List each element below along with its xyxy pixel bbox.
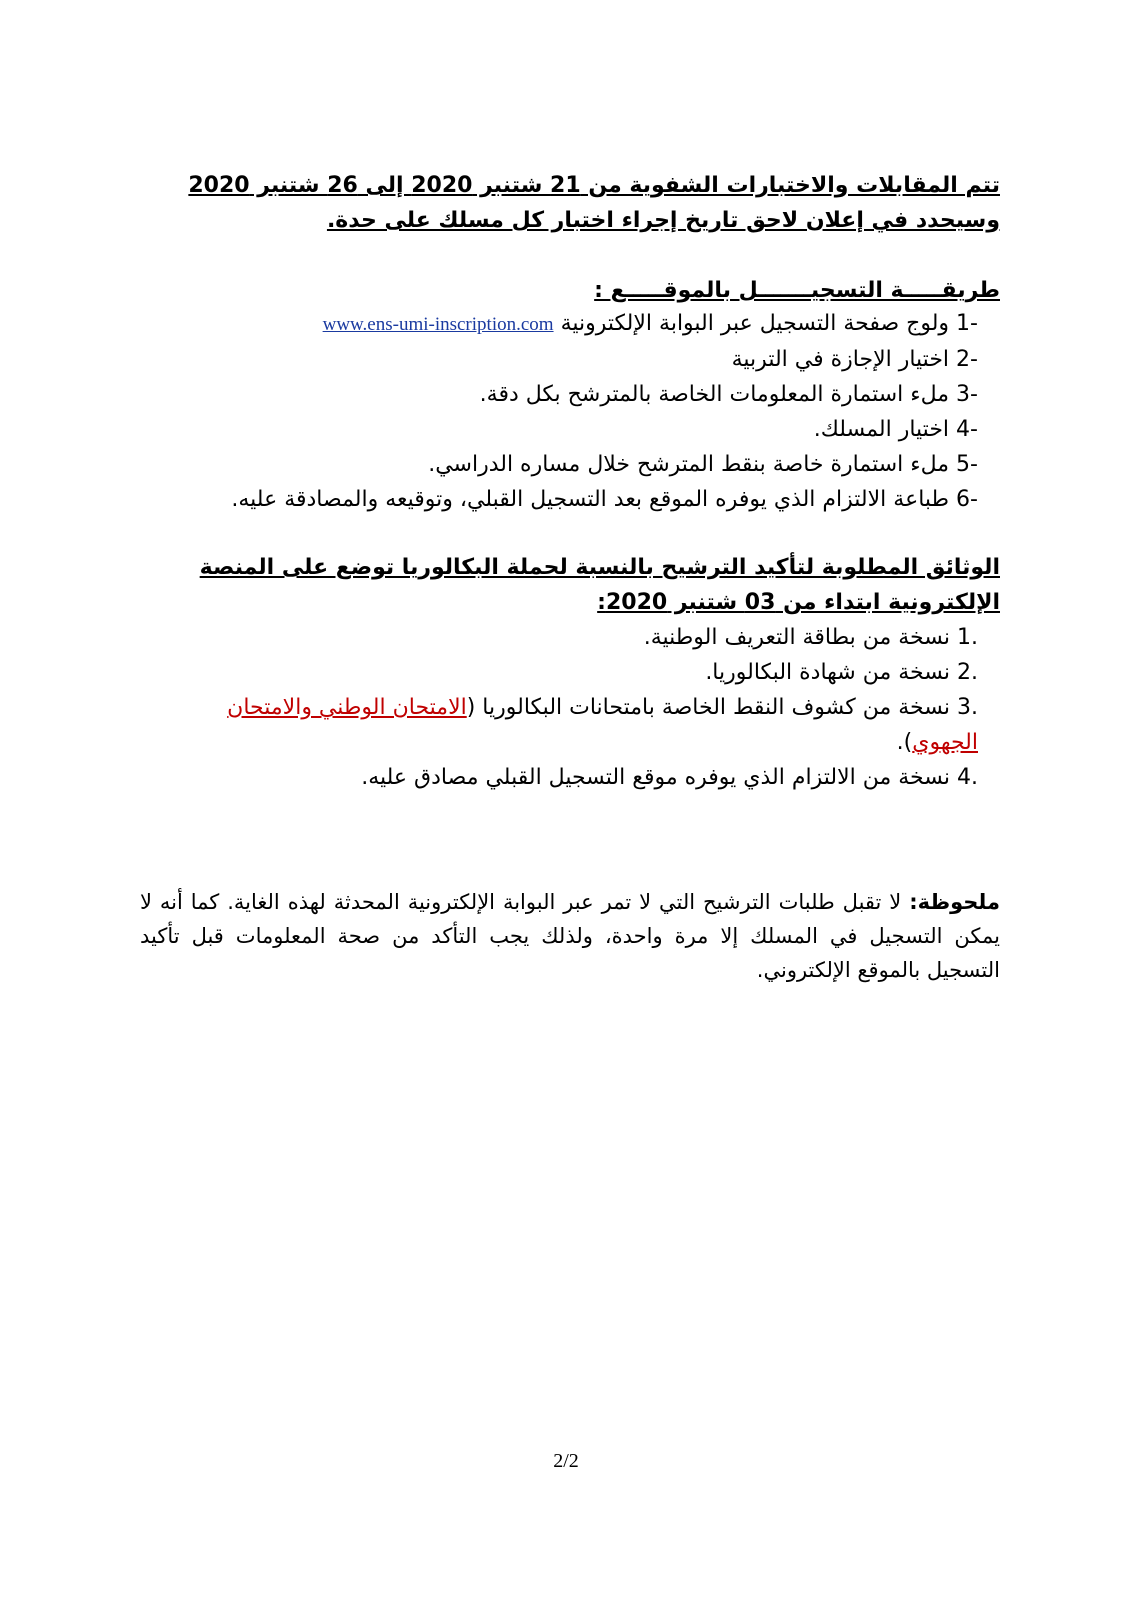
interview-dates-heading: تتم المقابلات والاختبارات الشفوية من 21 شتنبر 2020 إلى 26 شتنبر 2020 وسيحدد في إعلان لاحق تاريخ إجراء اختبار كل مسلك على حدة. [188, 173, 1000, 233]
required-documents-list [140, 620, 1000, 795]
note-text: لا تقبل طلبات الترشيح التي لا تمر عبر البوابة الإلكترونية المحدثة لهذه الغاية. كما أنه لا يمكن التسجيل في المسلك إلا مرة واحدة، ولذلك يجب التأكد من صحة المعلومات قبل تأكيد التسجيل بالموقع الإلكتروني. [140, 890, 1000, 982]
document-item: .4 نسخة من الالتزام الذي يوفره موقع التسجيل القبلي مصادق عليه. [361, 765, 978, 790]
registration-step: -2 اختيار الإجازة في التربية [731, 347, 978, 372]
registration-step: -3 ملء استمارة المعلومات الخاصة بالمترشح بكل دقة. [479, 382, 978, 407]
registration-step: -5 ملء استمارة خاصة بنقط المترشح خلال مساره الدراسي. [428, 452, 978, 477]
note-paragraph [140, 885, 1000, 987]
document-item: .2 نسخة من شهادة البكالوريا. [705, 660, 978, 685]
note-label: ملحوظة: [909, 890, 1000, 914]
registration-steps-list [140, 306, 1000, 517]
document-item: .3 نسخة من كشوف النقط الخاصة بامتحانات البكالوريا (الامتحان الوطني والامتحان الجهوي). [227, 695, 978, 755]
required-documents-heading: الوثائق المطلوبة لتأكيد الترشيح بالنسبة لحملة البكالوريا توضع على المنصة الإلكترونية ابتداء من 03 شتنبر 2020: [199, 555, 1000, 615]
registration-portal-link[interactable]: www.ens-umi-inscription.com [322, 314, 554, 335]
registration-step: -6 طباعة الالتزام الذي يوفره الموقع بعد التسجيل القبلي، وتوقيعه والمصادقة عليه. [231, 487, 978, 512]
registration-step: -4 اختيار المسلك. [813, 417, 978, 442]
registration-method-heading: طريقـــــة التسجيـــــــل بالموقـــــع : [594, 278, 1000, 303]
exam-types-highlight: الامتحان الوطني والامتحان الجهوي [227, 695, 978, 755]
registration-step: -1 ولوج صفحة التسجيل عبر البوابة الإلكترونية www.ens-umi-inscription.com [322, 311, 978, 336]
document-item: .1 نسخة من بطاقة التعريف الوطنية. [643, 625, 978, 650]
page-number: 2/2 [553, 1450, 579, 1472]
